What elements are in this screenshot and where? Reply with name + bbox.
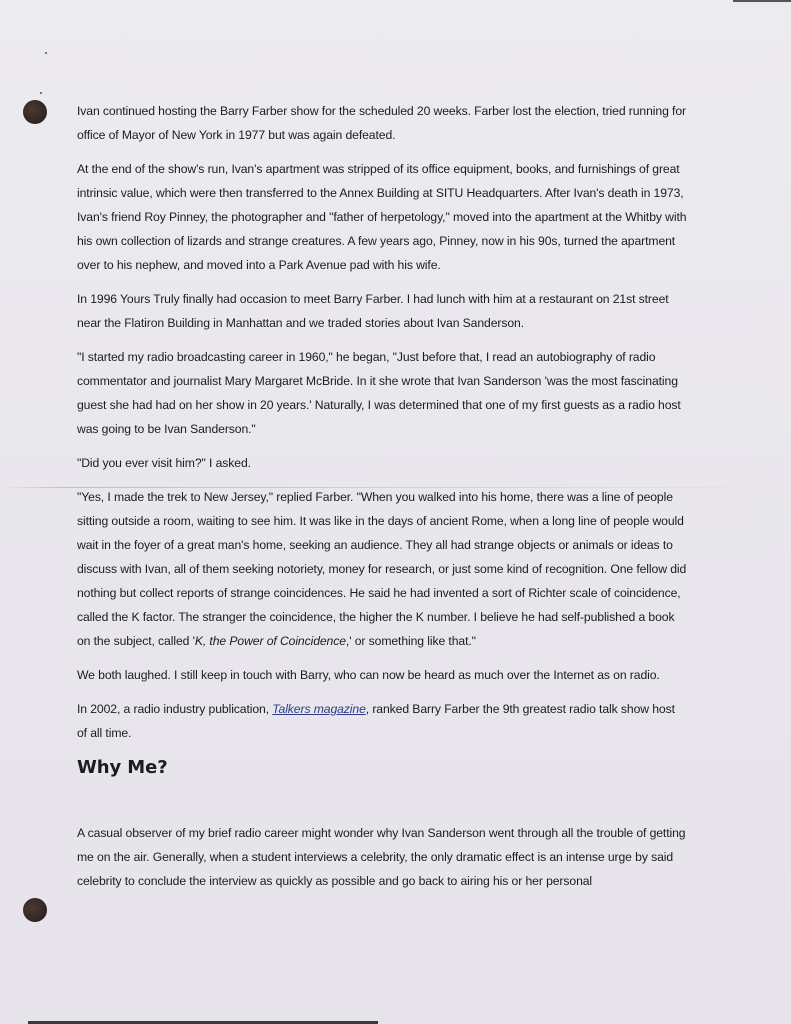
paragraph-text: ,' or something like that." (345, 634, 476, 648)
paragraph: At the end of the show's run, Ivan's apartment was stripped of its office equipment, books, and furnishings of great intrinsic value, which were then transferred to the Annex Building at SITU Headquarters. After Ivan's death in 1973, Ivan's friend Roy Pinney, the photographer and "father of herpetology," moved into the apartment at the Whitby with his own collection of lizards and strange creatures. A few years ago, Pinney, now in his 90s, turned the apartment over to his nephew, and moved into a Park Avenue pad with his wife. (77, 162, 687, 272)
paragraph (77, 697, 687, 745)
talkers-magazine-link[interactable]: Talkers magazine (272, 702, 366, 716)
paragraph-text: , ranked Barry Farber the 9th greatest radio talk show host of all time. (77, 702, 675, 740)
paragraph-text: In 2002, a radio industry publication, (77, 702, 273, 716)
punch-hole-top (23, 100, 47, 124)
scan-speck (40, 92, 42, 94)
paragraph (77, 485, 687, 653)
paragraph: Ivan continued hosting the Barry Farber show for the scheduled 20 weeks. Farber lost the election, tried running for office of Mayor of New York in 1977 but was again defeated. (77, 104, 686, 142)
section-heading: Why Me? (77, 757, 168, 778)
paragraph: We both laughed. I still keep in touch with Barry, who can now be heard as much over the Internet as on radio. (77, 668, 660, 682)
paragraph: In 1996 Yours Truly finally had occasion to meet Barry Farber. I had lunch with him at a restaurant on 21st street near the Flatiron Building in Manhattan and we traded stories about Ivan Sanderson. (77, 292, 669, 330)
paragraph: "Did you ever visit him?" I asked. (77, 456, 251, 470)
document-body (77, 99, 687, 903)
paragraph: "I started my radio broadcasting career in 1960," he began, "Just before that, I read an autobiography of radio commentator and journalist Mary Margaret McBride. In it she wrote that Ivan Sanderson 'was the most fascinating guest she had had on her show in 20 years.' Naturally, I was determined that one of my first guests as a radio host was going to be Ivan Sanderson." (77, 350, 681, 436)
punch-hole-bottom (23, 898, 47, 922)
book-title: K, the Power of Coincidence (194, 634, 346, 648)
paragraph: A casual observer of my brief radio career might wonder why Ivan Sanderson went through all the trouble of getting me on the air. Generally, when a student interviews a celebrity, the only dramatic effect is an intense urge by said celebrity to conclude the interview as quickly as possible and go back to airing his or her personal (77, 826, 686, 888)
paragraph-text: "Yes, I made the trek to New Jersey," replied Farber. "When you walked into his home, there was a line of people sitting outside a room, waiting to see him. It was like in the days of ancient Rome, when a long line of people would wait in the foyer of a great man's home, seeking an audience. They all had strange objects or animals or ideas to discuss with Ivan, all of them seeking notoriety, money for research, or just some kind of recognition. One fellow did nothing but collect reports of strange coincidences. He said he had invented a sort of Richter scale of coincidence, called the K factor. The stranger the coincidence, the higher the K number. I believe he had self-published a book on the subject, called ' (77, 490, 687, 648)
scan-speck (45, 52, 47, 54)
scan-edge-top (733, 0, 791, 2)
